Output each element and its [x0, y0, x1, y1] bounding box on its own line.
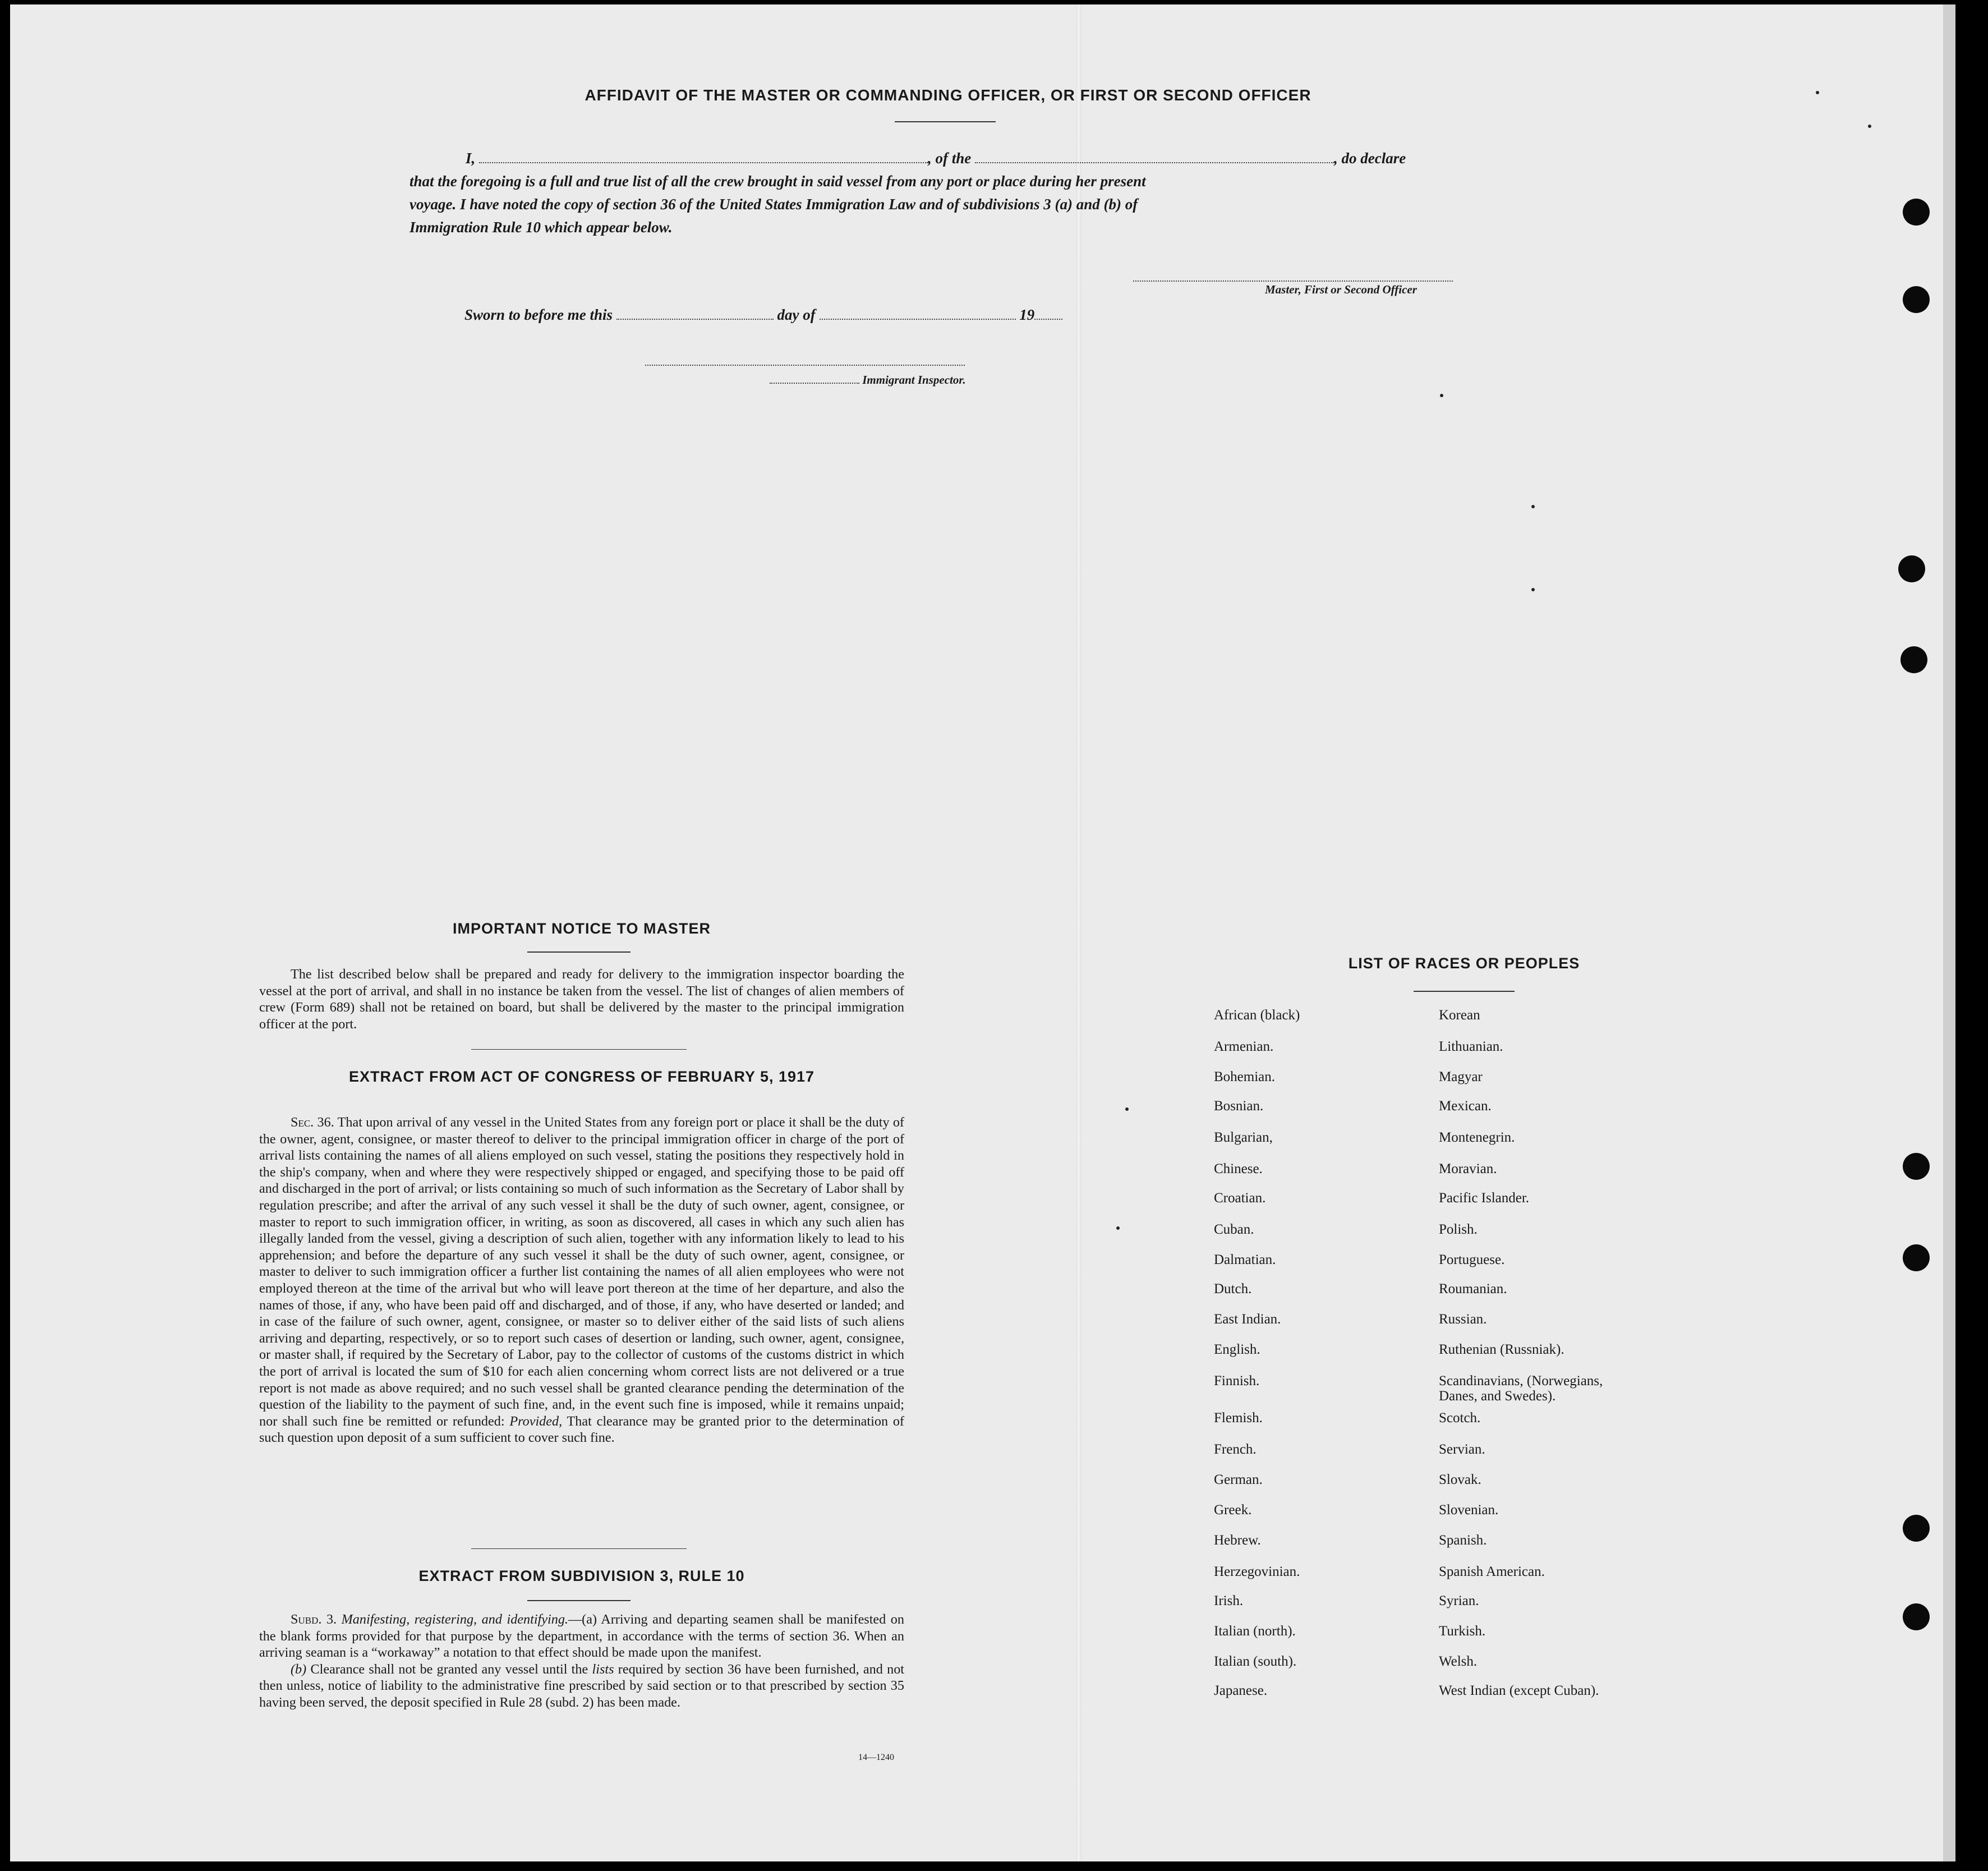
scan-speck	[1816, 91, 1819, 94]
master-signature-blank	[1133, 269, 1453, 282]
race-right-item: Scotch.	[1439, 1410, 1481, 1426]
scan-speck	[1440, 394, 1443, 397]
day-blank	[616, 307, 774, 320]
subd-b-lists: lists	[592, 1661, 614, 1677]
race-left-item: Flemish.	[1214, 1410, 1263, 1426]
scan-speck	[1531, 505, 1535, 508]
race-left-item: English.	[1214, 1342, 1260, 1357]
subd-b-text-2: required by section 36 have been furnished, and not then unless, notice of liability to the administrative fine prescribed by said section or to that prescribed by section 35 having been served, the deposit specified in Rule 28 (subd. 2) has been made.	[259, 1661, 905, 1710]
race-right-item: Russian.	[1439, 1312, 1487, 1327]
inspector-dots	[770, 371, 859, 384]
race-right-item: Pacific Islander.	[1439, 1190, 1530, 1206]
rule-subd-b	[259, 1661, 904, 1711]
race-right-item: Slovak.	[1439, 1472, 1481, 1487]
race-left-item: Hebrew.	[1214, 1533, 1261, 1548]
race-right-item: Lithuanian.	[1439, 1039, 1503, 1054]
race-left-item: Dalmatian.	[1214, 1252, 1276, 1267]
sworn-line	[464, 306, 1062, 324]
declaration-i: I,	[466, 150, 476, 167]
act-provided: Provided,	[509, 1413, 563, 1429]
separator-rule-2	[471, 1548, 687, 1549]
scan-speck	[1116, 1226, 1120, 1230]
race-right-item: Welsh.	[1439, 1654, 1478, 1669]
race-right-item: Montenegrin.	[1439, 1130, 1515, 1145]
race-left-item: African (black)	[1214, 1008, 1300, 1023]
race-right-item: Moravian.	[1439, 1161, 1497, 1176]
punch-hole	[1898, 555, 1925, 582]
race-left-item: Dutch.	[1214, 1281, 1252, 1297]
subd-a-label: —(a)	[568, 1612, 597, 1627]
punch-hole	[1903, 1603, 1930, 1630]
race-left-item: Bohemian.	[1214, 1069, 1276, 1084]
sworn-text: Sworn to before me this	[464, 306, 613, 323]
page-edge	[1943, 4, 1955, 1861]
do-declare-text: , do declare	[1334, 150, 1406, 167]
race-left-item: Italian (north).	[1214, 1624, 1296, 1639]
scan-speck	[1868, 125, 1871, 128]
race-left-item: Bosnian.	[1214, 1098, 1264, 1114]
race-left-item: Finnish.	[1214, 1373, 1260, 1389]
notice-title: IMPORTANT NOTICE TO MASTER	[453, 920, 711, 937]
act-section-label: Sec. 36.	[291, 1115, 334, 1130]
race-right-item: Servian.	[1439, 1442, 1485, 1457]
title-rule	[895, 121, 996, 122]
race-right-item: Scandinavians, (Norwegians, Danes, and Swedes).	[1439, 1373, 1603, 1404]
rule-subd-a	[259, 1611, 904, 1661]
declaration-line-1	[409, 147, 1487, 170]
race-left-item: Armenian.	[1214, 1039, 1274, 1054]
race-left-item: East Indian.	[1214, 1312, 1281, 1327]
subd-b-text-1: Clearance shall not be granted any vessel until the	[310, 1661, 588, 1677]
race-left-item: Bulgarian,	[1214, 1130, 1273, 1145]
name-blank	[479, 151, 928, 163]
race-left-item: Japanese.	[1214, 1683, 1268, 1698]
affidavit-title: AFFIDAVIT OF THE MASTER OR COMMANDING OFFICER, OR FIRST OR SECOND OFFICER	[585, 86, 1311, 104]
race-left-item: Italian (south).	[1214, 1654, 1297, 1669]
race-left-item: Chinese.	[1214, 1161, 1263, 1176]
race-left-item: German.	[1214, 1472, 1263, 1487]
separator-rule	[471, 1049, 687, 1050]
punch-hole	[1900, 646, 1927, 673]
act-tail: That clearance may be granted prior to the determination of such question upon deposit of a sum sufficient to cover such fine.	[259, 1413, 904, 1446]
race-right-item: Korean	[1439, 1008, 1480, 1023]
rule-title: EXTRACT FROM SUBDIVISION 3, RULE 10	[418, 1567, 745, 1584]
act-text	[259, 1114, 904, 1446]
race-right-item: Mexican.	[1439, 1098, 1492, 1114]
inspector-label: Immigrant Inspector.	[862, 373, 966, 387]
race-left-item: Irish.	[1214, 1593, 1244, 1608]
race-right-item: Turkish.	[1439, 1624, 1486, 1639]
race-right-item: West Indian (except Cuban).	[1439, 1683, 1599, 1698]
notice-rule	[527, 951, 631, 953]
vessel-blank	[975, 151, 1334, 163]
race-left-item: French.	[1214, 1442, 1257, 1457]
year-text: 19	[1019, 306, 1035, 323]
form-number: 14—1240	[858, 1753, 894, 1762]
punch-hole	[1903, 286, 1930, 313]
race-right-item: Slovenian.	[1439, 1502, 1499, 1518]
scan-speck	[1125, 1107, 1129, 1111]
declaration-line-2: that the foregoing is a full and true list of all the crew brought in said vessel from any port or place during her present	[409, 173, 1146, 190]
punch-hole	[1903, 1153, 1930, 1180]
subd-heading: Manifesting, registering, and identifying.	[341, 1612, 568, 1627]
race-right-item: Roumanian.	[1439, 1281, 1507, 1297]
subd-a-text: Arriving and departing seamen shall be manifested on the blank forms provided for that purpose by the department, in accordance with the terms of section 36. When an arriving seaman is a “workaway” a notation to that effect should be made upon the manifest.	[259, 1612, 904, 1661]
day-of-text: day of	[777, 306, 816, 323]
rule-title-rule	[527, 1600, 631, 1601]
declaration-line-3: voyage. I have noted the copy of section 36 of the United States Immigration Law and of subdivisions 3 (a) and (b) of	[409, 196, 1138, 213]
declaration-line-4: Immigration Rule 10 which appear below.	[409, 219, 673, 236]
punch-hole	[1903, 1244, 1930, 1271]
scan-speck	[1531, 588, 1535, 591]
race-left-item: Cuban.	[1214, 1222, 1254, 1237]
act-body	[259, 1114, 904, 1446]
race-right-item: Spanish American.	[1439, 1564, 1545, 1579]
races-rule	[1414, 991, 1515, 992]
race-right-item: Magyar	[1439, 1069, 1483, 1084]
race-right-item: Ruthenian (Russniak).	[1439, 1342, 1564, 1357]
race-right-item: Polish.	[1439, 1222, 1478, 1237]
master-label: Master, First or Second Officer	[1265, 283, 1417, 296]
race-right-item: Syrian.	[1439, 1593, 1479, 1608]
of-the-text: , of the	[928, 150, 972, 167]
race-left-item: Greek.	[1214, 1502, 1252, 1518]
affidavit-declaration	[409, 147, 1487, 239]
inspector-signature-blank	[645, 353, 965, 366]
act-title: EXTRACT FROM ACT OF CONGRESS OF FEBRUARY 5, 1917	[348, 1068, 815, 1085]
notice-text: The list described below shall be prepared and ready for delivery to the immigration inspector boarding the vessel at the port of arrival, and shall in no instance be taken from the vessel. The list of changes of alien members of crew (Form 689) shall not be retained on board, but shall be delivered by the master to the principal immigration officer at the port.	[259, 967, 904, 1032]
race-left-item: Herzegovinian.	[1214, 1564, 1300, 1579]
subd-b-label: (b)	[291, 1661, 307, 1677]
notice-body	[259, 966, 904, 1032]
races-title: LIST OF RACES OR PEOPLES	[1348, 955, 1580, 972]
rule-body	[259, 1611, 904, 1711]
subd-label: Subd. 3.	[291, 1612, 337, 1627]
race-left-item: Croatian.	[1214, 1190, 1266, 1206]
punch-hole	[1903, 1515, 1930, 1542]
act-section-text: That upon arrival of any vessel in the United States from any foreign port or place it shall be the duty of the owner, agent, consignee, or master thereof to deliver to the principal immigration officer in charge of the port of arrival lists containing the names of all aliens employed on such vessel, stating the positions they respectively hold in the ship's company, when and where they were respectively shipped or engaged, and specifying those to be paid off and discharged in the port of arrival; or lists containing so much of such information as the Secretary of Labor shall by regulation prescribe; and after the arrival of any such vessel it shall be the duty of such owner, agent, consignee, or master to report to such immigration officer, in writing, as soon as discovered, all cases in which any such alien has illegally landed from the vessel, giving a description of such alien, together with any information likely to lead to his apprehension; and before the departure of any such vessel it shall be the duty of such owner, agent, consignee, or master to deliver to such immigration officer a further list containing the names of all alien employees who were not employed thereon at the time of the arrival but who will leave port thereon at the time of her departure, and also the names of those, if any, who have been paid off and discharged, and of those, if any, who have deserted or landed; and in case of the failure of such owner, agent, consignee, or master so to deliver either of the said lists of such aliens arriving and departing, respectively, or so to report such cases of desertion or landing, such owner, agent, consignee, or master shall, if required by the Secretary of Labor, pay to the collector of customs of the customs district in which the port of arrival is located the sum of $10 for each alien concerning whom correct lists are not delivered or a true report is not made as above required; and no such vessel shall be granted clearance pending the determination of the question of the liability to the payment of such fine, and, in the event such fine is imposed, while it remains unpaid; nor shall such fine be remitted or refunded:	[259, 1115, 904, 1429]
month-blank	[820, 307, 1016, 320]
page-fold	[1076, 4, 1082, 1861]
race-right-item: Spanish.	[1439, 1533, 1487, 1548]
inspector-line	[770, 371, 966, 387]
punch-hole	[1903, 199, 1930, 226]
year-blank	[1034, 307, 1062, 320]
race-right-item: Portuguese.	[1439, 1252, 1505, 1267]
